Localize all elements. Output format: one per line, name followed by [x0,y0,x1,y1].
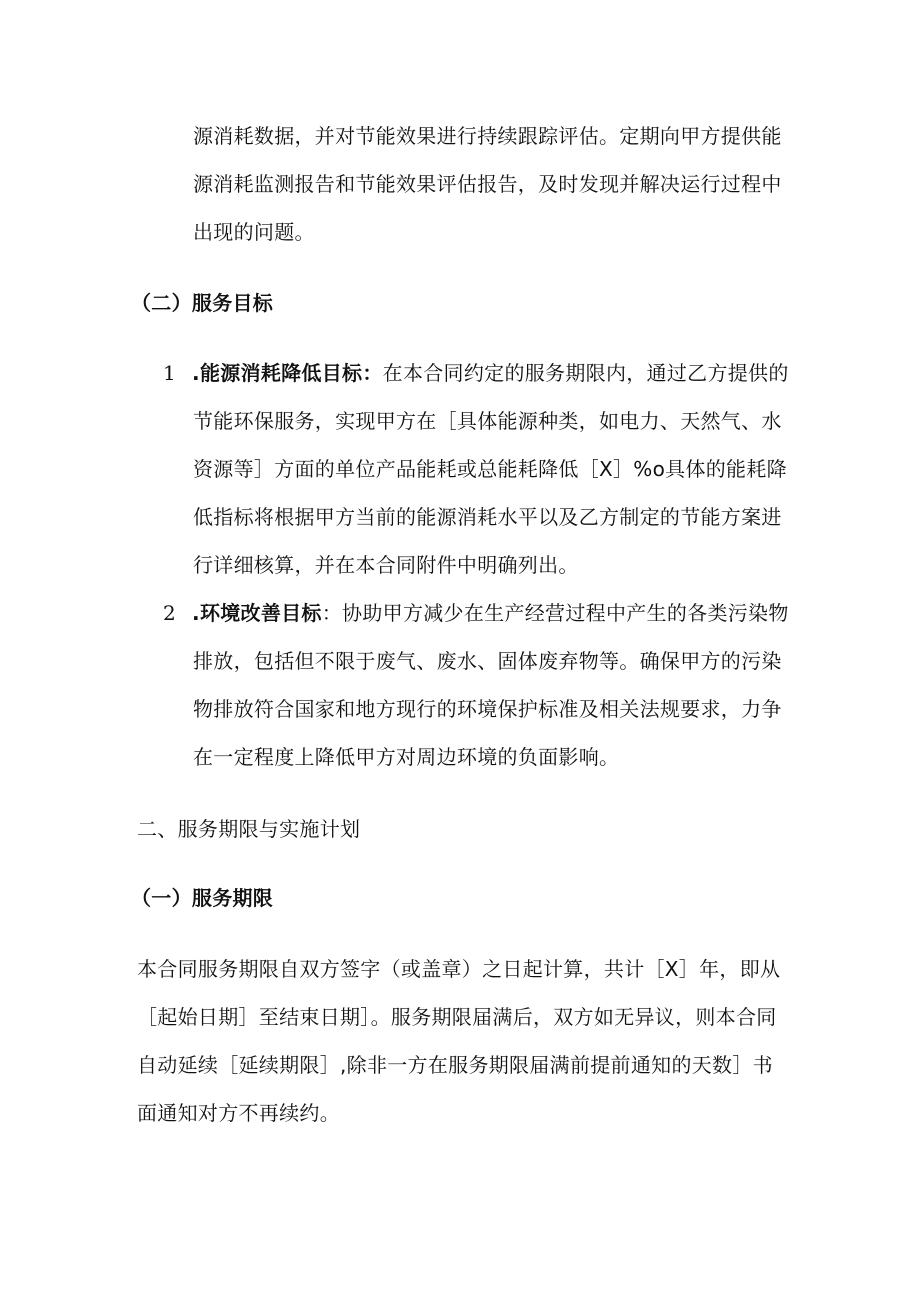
section-heading-term: 二、服务期限与实施计划 [137,817,361,841]
paragraph-line: 本合同服务期限自双方签字（或盖章）之日起计算，共计［X］年，即从 [137,957,781,981]
paragraph-line: 面通知对方不再续约。 [137,1101,340,1125]
paragraph-line: 排放，包括但不限于废气、废水、固体废弃物等。确保甲方的污染 [193,649,782,673]
paragraph-line: 源消耗数据，并对节能效果进行持续跟踪评估。定期向甲方提供能 [193,124,782,148]
list-item-2 [163,598,789,628]
list-item-text: 在本合同约定的服务期限内，通过乙方提供的 [382,361,789,385]
list-dot: . [192,601,200,625]
paragraph-line: 资源等］方面的单位产品能耗或总能耗降低［X］%o具体的能耗降 [193,457,787,481]
paragraph-line: 源消耗监测报告和节能效果评估报告，及时发现并解决运行过程中 [193,172,782,196]
paragraph-line: 节能环保服务，实现甲方在［具体能源种类，如电力、天然气、水 [193,409,782,433]
paragraph-line: 在一定程度上降低甲方对周边环境的负面影响。 [193,745,620,769]
paragraph-line: 自动延续［延续期限］,除非一方在服务期限届满前提前通知的天数］书 [137,1053,773,1077]
list-item-1 [163,358,789,388]
list-item-title: 能源消耗降低目标： [199,361,383,385]
section-heading-goals: （二）服务目标 [131,291,274,315]
paragraph-line: 行详细核算，并在本合同附件中明确列出。 [193,553,579,577]
subsection-heading-term: （一）服务期限 [131,886,274,910]
paragraph-line: 低指标将根据甲方当前的能源消耗水平以及乙方制定的节能方案进 [193,505,782,529]
paragraph-line: 物排放符合国家和地方现行的环境保护标准及相关法规要求，力争 [193,697,782,721]
paragraph-line: 出现的问题。 [193,220,315,244]
list-item-text: ：协助甲方减少在生产经营过程中产生的各类污染物 [321,601,789,625]
list-number: 2 [163,601,177,625]
list-item-title: 环境改善目标 [199,601,322,625]
list-dot: . [192,361,200,385]
paragraph-line: ［起始日期］至结束日期］。服务期限届满后，双方如无异议，则本合同 [137,1005,777,1029]
list-number: 1 [163,361,177,385]
